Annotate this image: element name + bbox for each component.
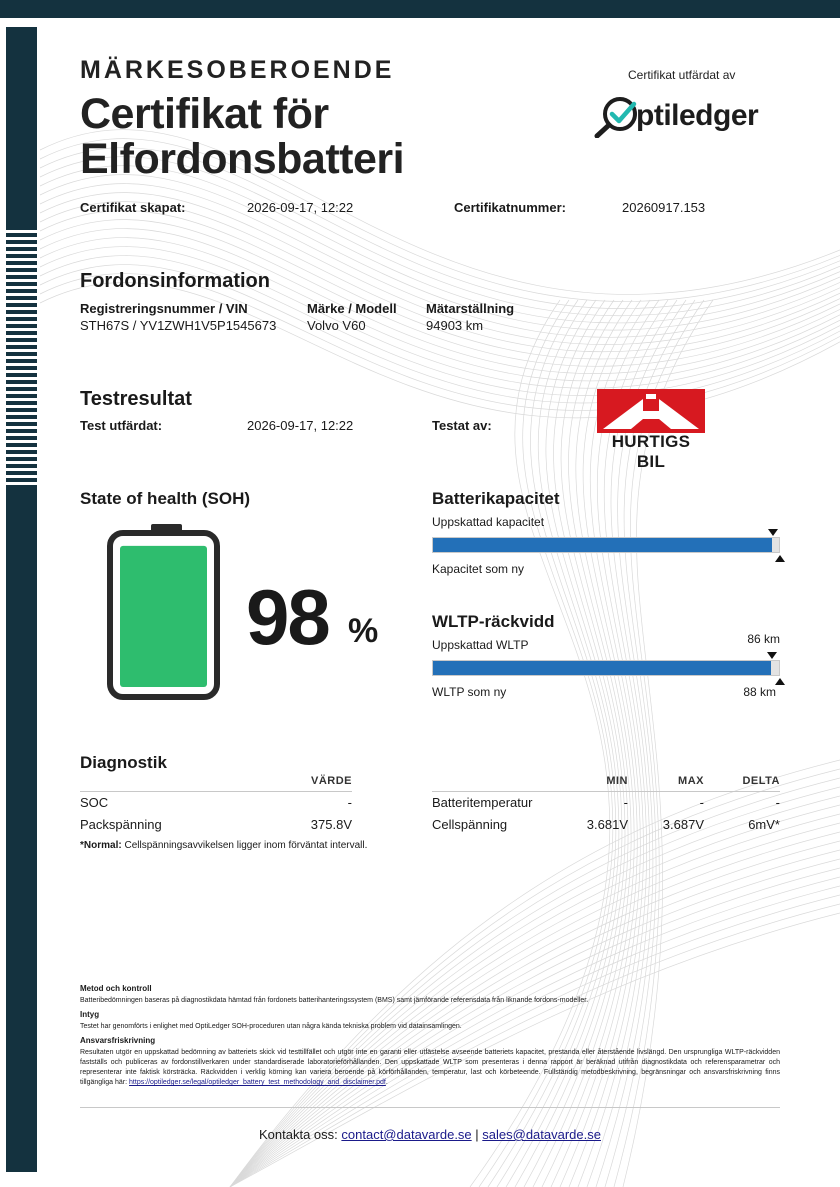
contact-line [80,1127,780,1142]
contact-email-link[interactable]: contact@datavarde.se [341,1127,472,1142]
wave-line [40,166,840,323]
certification-heading: Intyg [80,1010,100,1019]
cell-voltage-max: 3.687V [662,817,704,832]
test-heading: Testresultat [80,388,192,410]
optiledger-logo-icon [594,94,640,138]
title-line-2: Elfordonsbatteri [80,135,405,183]
reg-value: STH67S / YV1ZWH1V5P1545673 [80,318,277,333]
contact-separator: | [471,1127,483,1142]
wltp-estimated-value: 86 km [747,632,780,646]
vehicle-heading: Fordonsinformation [80,270,270,292]
col-min-header: MIN [606,775,628,787]
cell-voltage-label: Cellspänning [432,817,508,832]
wltp-heading: WLTP-räckvidd [432,612,555,631]
contact-label: Kontakta oss: [259,1127,342,1142]
diagnostics-note [80,840,367,851]
make-value: Volvo V60 [307,318,366,333]
method-heading: Metod och kontroll [80,984,152,993]
col-max-header: MAX [678,775,704,787]
method-text: Batteribedömningen baseras på diagnostikdata hämtad från fordonets batterihanteringssystem (BMS) samt jämförande referensdata från liknande fordons-modeller. [80,997,589,1004]
col-value-header: VÄRDE [310,775,352,787]
capacity-new-label: Kapacitet som ny [432,562,525,576]
certificate-number-value: 20260917.153 [622,200,706,215]
page-title [80,92,404,182]
kicker: MÄRKESOBEROENDE [80,56,395,84]
capacity-bar-fill [433,538,772,552]
battery-temp-delta: - [775,795,780,810]
wltp-new-marker [775,678,785,685]
side-stripes [6,226,37,488]
issued-by-label: Certifikat utfärdat av [628,68,736,82]
note-bold: *Normal: [80,840,122,851]
wltp-new-label: WLTP som ny [432,685,507,699]
test-issued-label: Test utfärdat: [80,418,163,433]
capacity-heading: Batterikapacitet [432,489,560,508]
note-text: Cellspänningsavvikelsen ligger inom förväntat intervall. [121,840,368,851]
capacity-estimated-marker [768,529,778,536]
cell-voltage-min: 3.681V [586,817,628,832]
odometer-label: Mätarställning [426,301,515,316]
battery-temp-label: Batteritemperatur [432,795,533,810]
certificate-number-label: Certifikatnummer: [454,200,566,215]
right-table-rule [432,791,780,792]
footer-rule [80,1107,780,1108]
hurtigs-bil-logo-icon [597,389,705,433]
cell-voltage-delta: 6mV* [748,817,780,832]
battery-icon [107,524,220,700]
make-label: Märke / Modell [307,301,397,316]
title-line-1: Certifikat för [80,90,329,138]
wltp-estimated-marker [767,652,777,659]
soh-unit: % [348,612,379,650]
fine-print [80,984,780,1088]
hurtigs-bil-logo-text: HURTIGS BIL [611,432,691,471]
certification-text: Testet har genomförts i enlighet med OptiLedger SOH-proceduren utan några kända tekniska problem vid datainsamlingen. [80,1023,462,1030]
capacity-estimated-label: Uppskattad kapacitet [432,515,545,529]
col-delta-header: DELTA [742,775,780,787]
pack-voltage-value: 375.8V [310,817,352,832]
disclaimer-end: . [385,1079,388,1086]
wltp-bar [432,660,780,676]
wltp-bar-fill [433,661,771,675]
soc-label: SOC [80,795,109,810]
disclaimer-link[interactable]: https://optiledger.se/legal/optiledger_battery_test_methodology_and_disclaimer.pdf [129,1079,386,1086]
soh-value: 98 [246,573,329,661]
capacity-bar [432,537,780,553]
disclaimer-body: Resultaten utgör en uppskattad bedömning av batteriets skick vid testtillfället och utgör inte en garanti eller utfästelse avseende batteriets kapacitet, prestanda eller återstående livslängd. Den ursprungliga WLTP-räckvidden fastställs och publiceras av fordonstillverkaren under standardiserade laboratorieförhållanden. Den uppskattade WLTP som presenteras i denna rapport är beräknad utifrån diagnostikdata och referensparametrar och representerar inte faktisk körsträcka. Räckvidden i verklig körning kan variera beroende på körförhållanden, temperatur, last och körbeteende. Fullständig metodbeskrivning, begränsningar och ansvarsfriskrivning finns tillgängliga här: [80,1049,780,1086]
created-label: Certifikat skapat: [80,200,186,215]
left-table-rule [80,791,352,792]
side-bar [6,27,37,1172]
top-bar [0,0,840,18]
disclaimer-text [80,1048,780,1088]
capacity-new-marker [775,555,785,562]
soh-heading: State of health (SOH) [80,489,251,508]
reg-label: Registreringsnummer / VIN [80,301,248,316]
sales-email-link[interactable]: sales@datavarde.se [482,1127,601,1142]
soc-value: - [347,795,352,810]
wltp-new-value: 88 km [743,685,776,699]
created-value: 2026-09-17, 12:22 [247,200,354,215]
pack-voltage-label: Packspänning [80,817,162,832]
optiledger-logo-text: ptiledger [636,99,759,132]
test-issued-value: 2026-09-17, 12:22 [247,418,354,433]
diagnostics-heading: Diagnostik [80,753,167,772]
disclaimer-heading: Ansvarsfriskrivning [80,1036,156,1045]
tested-by-label: Testat av: [432,418,492,433]
wltp-estimated-label: Uppskattad WLTP [432,638,529,652]
battery-temp-min: - [623,795,628,810]
odometer-value: 94903 km [426,318,484,333]
battery-temp-max: - [699,795,704,810]
